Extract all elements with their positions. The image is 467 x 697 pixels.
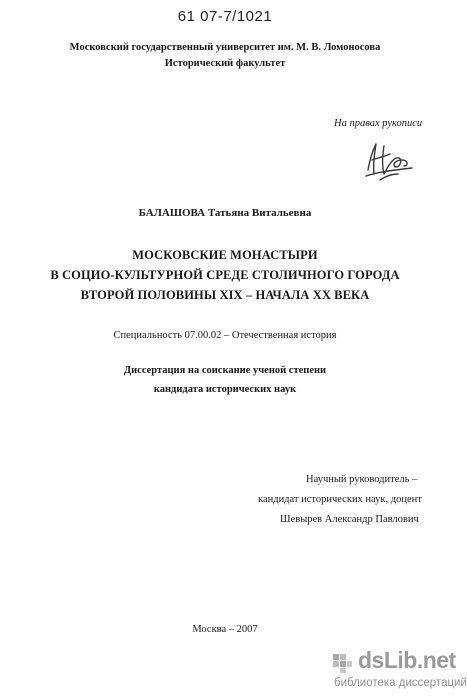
supervisor-name: Шевырев Александр Павлович [280,514,419,525]
thesis-title-line-1: МОСКОВСКИЕ МОНАСТЫРИ [132,248,318,262]
dslib-watermark[interactable] [330,647,467,694]
archive-code: 61 07-7/1021 [177,8,273,25]
city-year: Москва – 2007 [192,624,258,635]
thesis-title-line-3: ВТОРОЙ ПОЛОВИНЫ XIX – НАЧАЛА XX ВЕКА [80,288,370,302]
supervisor-degree: кандидат исторических наук, доцент [258,494,422,505]
specialty: Специальность 07.00.02 – Отечественная история [113,330,337,341]
university-name: Московский государственный университет им. М. В. Ломоносова [69,42,381,53]
thesis-title-line-2: В СОЦИО-КУЛЬТУРНОЙ СРЕДЕ СТОЛИЧНОГО ГОРОДА [50,268,400,282]
degree-line-1: Диссертация на соискание ученой степени [123,365,327,376]
manuscript-rights-note: На правах рукописи [334,118,423,129]
watermark-subtitle: библиотека диссертаций [334,677,467,689]
dslib-logo-icon [330,650,354,674]
faculty-name: Исторический факультет [164,58,286,69]
supervisor-label: Научный руководитель – [306,474,418,485]
author-name: БАЛАШОВА Татьяна Витальевна [138,207,312,219]
degree-line-2: кандидата исторических наук [153,384,297,395]
handwritten-signature [360,130,416,186]
watermark-brand: dsLib.net [358,647,456,673]
